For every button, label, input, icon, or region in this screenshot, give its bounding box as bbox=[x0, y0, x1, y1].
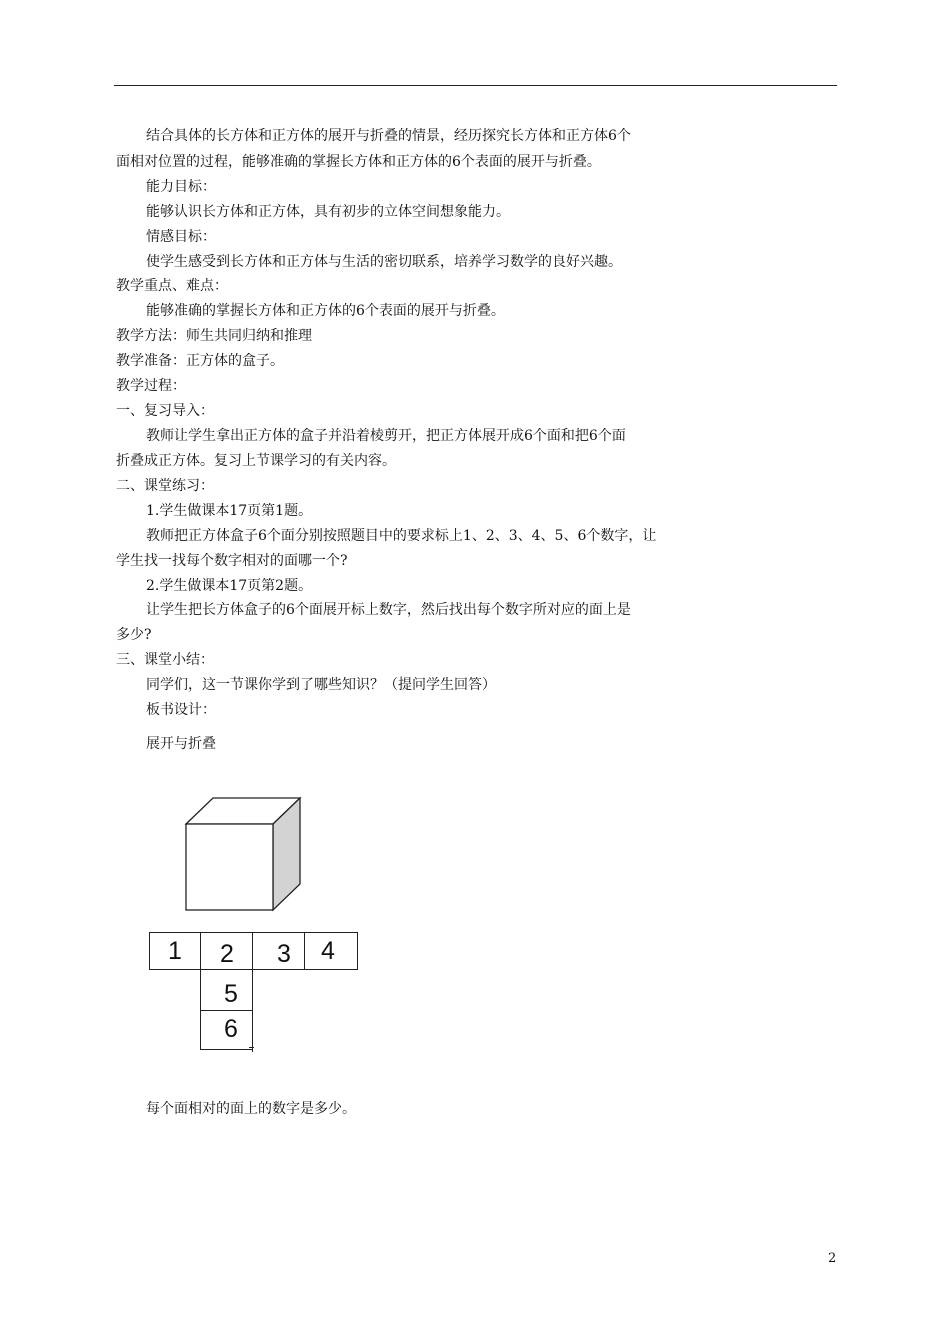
exercise-2: 2.学生做课本17页第2题。 bbox=[146, 578, 313, 594]
teaching-method: 教学方法：师生共同归纳和推理 bbox=[116, 328, 312, 344]
header-rule bbox=[114, 85, 837, 86]
teaching-preparation: 教学准备：正方体的盒子。 bbox=[116, 353, 284, 369]
net-number-4: 4 bbox=[321, 937, 335, 965]
net-number-6: 6 bbox=[224, 1015, 238, 1043]
paragraph-line: 折叠成正方体。复习上节课学习的有关内容。 bbox=[116, 453, 396, 469]
section-summary: 三、课堂小结： bbox=[116, 652, 214, 668]
board-title: 展开与折叠 bbox=[146, 736, 216, 752]
exercise-1: 1.学生做课本17页第1题。 bbox=[146, 503, 313, 519]
section-review: 一、复习导入： bbox=[116, 403, 214, 419]
net-tick-mark bbox=[252, 1047, 253, 1052]
paragraph-line: 使学生感受到长方体和正方体与生活的密切联系，培养学习数学的良好兴趣。 bbox=[146, 254, 622, 270]
paragraph-line: 能够认识长方体和正方体，具有初步的立体空间想象能力。 bbox=[146, 204, 510, 220]
paragraph-line: 能够准确的掌握长方体和正方体的6个表面的展开与折叠。 bbox=[146, 303, 505, 319]
net-number-2: 2 bbox=[220, 940, 234, 968]
heading-emotion-goal: 情感目标： bbox=[146, 229, 216, 245]
section-practice: 二、课堂练习： bbox=[116, 478, 214, 494]
paragraph-line: 面相对位置的过程，能够准确的掌握长方体和正方体的6个表面的展开与折叠。 bbox=[116, 154, 601, 170]
board-design-label: 板书设计： bbox=[146, 702, 216, 718]
paragraph-line: 学生找一找每个数字相对的面哪一个? bbox=[116, 553, 348, 569]
paragraph-line: 教师把正方体盒子6个面分别按照题目中的要求标上1、2、3、4、5、6个数字，让 bbox=[146, 528, 657, 544]
page-number: 2 bbox=[828, 1251, 837, 1266]
heading-ability-goal: 能力目标： bbox=[146, 179, 216, 195]
net-number-1: 1 bbox=[168, 937, 182, 965]
paragraph-line: 结合具体的长方体和正方体的展开与折叠的情景，经历探究长方体和正方体6个 bbox=[146, 128, 631, 144]
paragraph-line: 同学们，这一节课你学到了哪些知识？（提问学生回答） bbox=[146, 677, 496, 693]
net-number-3: 3 bbox=[277, 940, 291, 968]
paragraph-line: 多少? bbox=[116, 627, 152, 643]
paragraph-line: 教师让学生拿出正方体的盒子并沿着棱剪开，把正方体展开成6个面和把6个面 bbox=[146, 428, 626, 444]
heading-key-points: 教学重点、难点： bbox=[116, 278, 228, 294]
net-number-5: 5 bbox=[224, 980, 238, 1008]
cube-illustration bbox=[180, 792, 306, 914]
heading-process: 教学过程： bbox=[116, 378, 186, 394]
diagram-caption: 每个面相对的面上的数字是多少。 bbox=[146, 1101, 356, 1117]
paragraph-line: 让学生把长方体盒子的6个面展开标上数字，然后找出每个数字所对应的面上是 bbox=[146, 602, 631, 618]
cube-front-face bbox=[186, 824, 273, 910]
